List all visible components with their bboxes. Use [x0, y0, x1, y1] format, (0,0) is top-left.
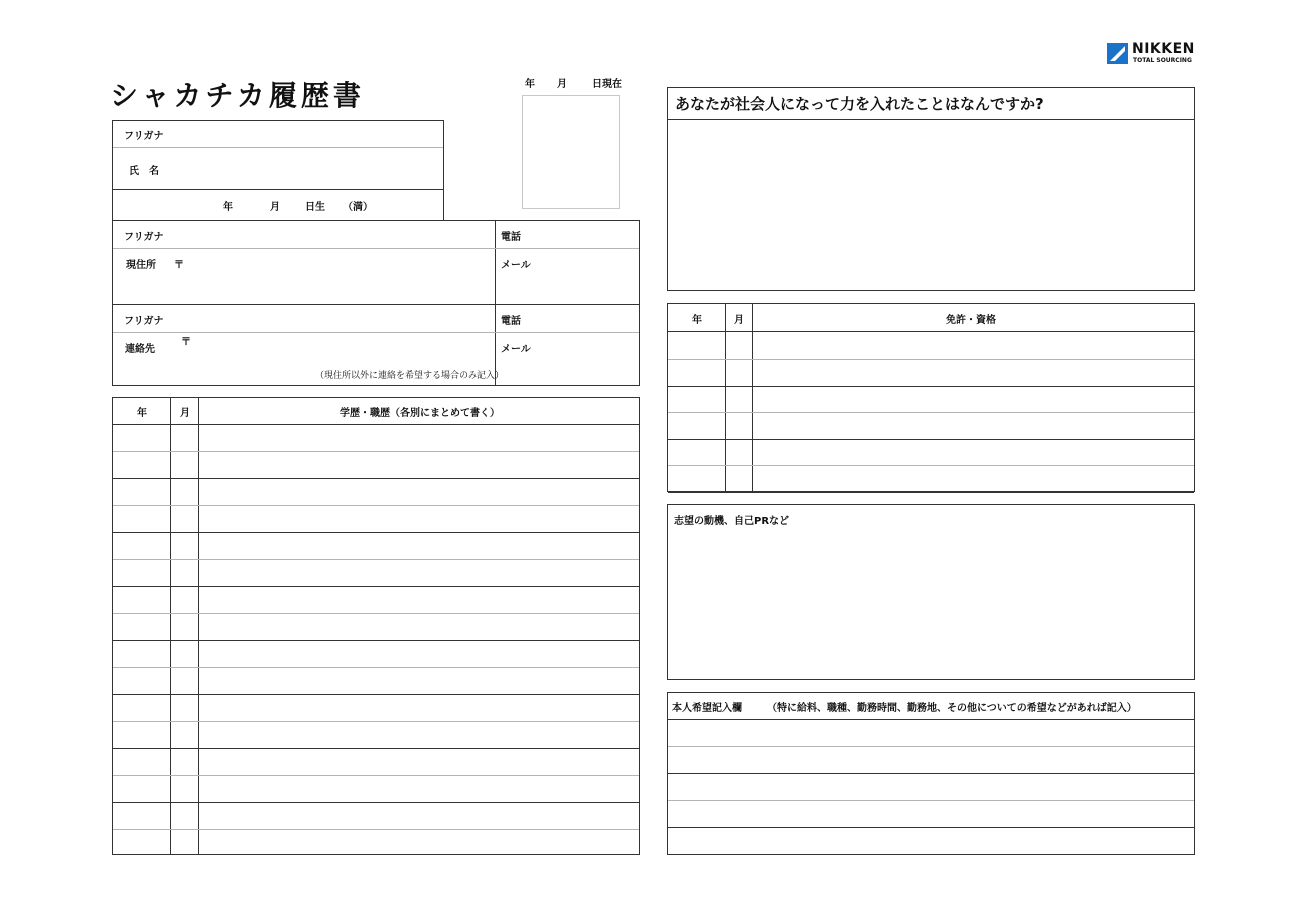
license-cell[interactable]	[726, 334, 751, 359]
history-month-header: 月	[180, 408, 190, 419]
history-cell[interactable]	[171, 533, 197, 558]
history-cell[interactable]	[199, 695, 638, 720]
history-content-header: 学歴・職歴（各別にまとめて書く）	[340, 408, 500, 419]
request-cell[interactable]	[668, 747, 1194, 772]
age-label: （満）	[343, 202, 373, 213]
history-cell[interactable]	[113, 560, 169, 585]
request-cell[interactable]	[668, 801, 1194, 826]
history-cell[interactable]	[113, 506, 169, 531]
history-cell[interactable]	[199, 587, 638, 612]
license-cell[interactable]	[726, 440, 751, 465]
logo-name: NIKKEN	[1132, 41, 1195, 57]
license-cell[interactable]	[726, 466, 751, 491]
logo-subtitle: TOTAL SOURCING	[1133, 57, 1192, 64]
history-cell[interactable]	[199, 830, 638, 855]
contact-note: （現住所以外に連絡を希望する場合のみ記入）	[315, 371, 505, 381]
name-label: 氏 名	[129, 166, 159, 177]
motivation-label: 志望の動機、自己PRなど	[674, 516, 790, 527]
licenses-content-header: 免許・資格	[946, 315, 996, 326]
request-cell[interactable]	[668, 774, 1194, 799]
date-month-label: 月	[557, 79, 567, 90]
history-cell[interactable]	[113, 722, 169, 747]
date-year-label: 年	[525, 79, 535, 90]
history-cell[interactable]	[199, 722, 638, 747]
license-cell[interactable]	[668, 466, 724, 491]
nikken-logo-icon	[1107, 43, 1128, 64]
license-cell[interactable]	[668, 440, 724, 465]
history-cell[interactable]	[171, 776, 197, 801]
history-cell[interactable]	[199, 479, 638, 504]
license-cell[interactable]	[753, 413, 1194, 438]
history-cell[interactable]	[199, 452, 638, 477]
history-cell[interactable]	[199, 641, 638, 666]
history-cell[interactable]	[171, 668, 197, 693]
page-title: シャカチカ履歴書	[110, 79, 365, 112]
history-cell[interactable]	[113, 614, 169, 639]
license-cell[interactable]	[753, 360, 1194, 385]
birth-day-label: 日生	[305, 202, 325, 213]
license-cell[interactable]	[753, 466, 1194, 491]
birth-year-label: 年	[223, 202, 233, 213]
address-mail-label: メール	[501, 260, 531, 271]
history-cell[interactable]	[113, 641, 169, 666]
history-cell[interactable]	[113, 749, 169, 774]
address-furigana-label: フリガナ	[124, 232, 164, 243]
birth-month-label: 月	[270, 202, 280, 213]
history-cell[interactable]	[171, 479, 197, 504]
history-cell[interactable]	[113, 587, 169, 612]
history-cell[interactable]	[113, 803, 169, 828]
history-cell[interactable]	[199, 425, 638, 450]
history-cell[interactable]	[171, 641, 197, 666]
history-cell[interactable]	[199, 560, 638, 585]
contact-postal-mark: 〒	[181, 337, 191, 348]
history-cell[interactable]	[171, 425, 197, 450]
contact-furigana-label: フリガナ	[124, 316, 164, 327]
history-cell[interactable]	[113, 452, 169, 477]
license-cell[interactable]	[726, 387, 751, 412]
contact-phone-label: 電話	[501, 316, 521, 327]
license-cell[interactable]	[726, 360, 751, 385]
history-cell[interactable]	[171, 722, 197, 747]
licenses-year-header: 年	[692, 315, 702, 326]
license-cell[interactable]	[668, 360, 724, 385]
date-current-label: 日現在	[592, 79, 622, 90]
history-cell[interactable]	[199, 749, 638, 774]
license-cell[interactable]	[668, 387, 724, 412]
history-year-header: 年	[137, 408, 147, 419]
license-cell[interactable]	[753, 440, 1194, 465]
history-cell[interactable]	[171, 587, 197, 612]
history-cell[interactable]	[113, 668, 169, 693]
request-cell[interactable]	[668, 720, 1194, 745]
history-cell[interactable]	[171, 614, 197, 639]
history-cell[interactable]	[113, 830, 169, 855]
address-phone-label: 電話	[501, 232, 521, 243]
name-field[interactable]	[113, 148, 443, 189]
history-cell[interactable]	[199, 776, 638, 801]
history-cell[interactable]	[171, 830, 197, 855]
licenses-month-header: 月	[734, 315, 744, 326]
history-cell[interactable]	[171, 749, 197, 774]
history-cell[interactable]	[199, 506, 638, 531]
history-cell[interactable]	[113, 695, 169, 720]
history-cell[interactable]	[171, 452, 197, 477]
history-cell[interactable]	[199, 614, 638, 639]
question-answer-field[interactable]	[668, 120, 1194, 290]
address-field[interactable]	[113, 249, 494, 303]
history-cell[interactable]	[113, 425, 169, 450]
contact-field[interactable]	[113, 333, 494, 385]
license-cell[interactable]	[668, 334, 724, 359]
contact-mail-label: メール	[501, 344, 531, 355]
history-cell[interactable]	[113, 533, 169, 558]
name-furigana-label: フリガナ	[124, 131, 164, 142]
history-cell[interactable]	[171, 695, 197, 720]
history-cell[interactable]	[199, 668, 638, 693]
history-cell[interactable]	[171, 506, 197, 531]
license-cell[interactable]	[726, 413, 751, 438]
motivation-field[interactable]	[668, 528, 1194, 678]
history-cell[interactable]	[171, 803, 197, 828]
history-cell[interactable]	[113, 479, 169, 504]
requests-label: 本人希望記入欄	[672, 703, 742, 714]
history-cell[interactable]	[171, 560, 197, 585]
contact-label: 連絡先	[125, 344, 155, 355]
license-cell[interactable]	[753, 334, 1194, 359]
license-cell[interactable]	[668, 413, 724, 438]
request-cell[interactable]	[668, 828, 1194, 853]
photo-box[interactable]	[522, 95, 620, 209]
address-postal-mark: 〒	[174, 260, 184, 271]
license-cell[interactable]	[753, 387, 1194, 412]
history-cell[interactable]	[199, 533, 638, 558]
requests-note: （特に給料、職種、勤務時間、勤務地、その他についての希望などがあれば記入）	[767, 703, 1137, 714]
history-cell[interactable]	[199, 803, 638, 828]
history-cell[interactable]	[113, 776, 169, 801]
address-label: 現住所	[126, 260, 156, 271]
question-text: あなたが社会人になって力を入れたことはなんですか?	[675, 95, 1044, 113]
